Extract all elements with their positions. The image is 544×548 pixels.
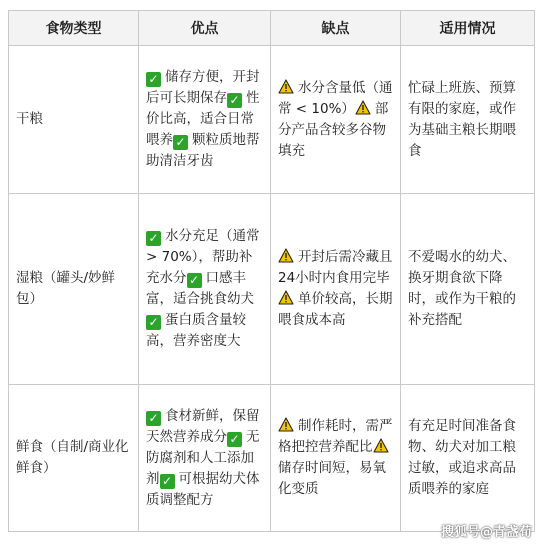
con-text: 储存时间短，易氧化变质: [278, 460, 386, 497]
pros-cell: [139, 385, 271, 532]
usage-cell: 忙碌上班族、预算有限的家庭，或作为基础主粮长期喂食: [401, 46, 535, 194]
warning-icon: [278, 417, 294, 432]
pro-text: 储存方便，开封后可长期保存: [146, 69, 260, 106]
table-row: [9, 385, 535, 532]
table-row: [9, 194, 535, 385]
table-row: [9, 46, 535, 194]
header-row: [9, 11, 535, 46]
check-icon: ✓: [187, 273, 202, 288]
check-icon: ✓: [160, 474, 175, 489]
header-pros: 优点: [139, 11, 271, 46]
check-icon: ✓: [227, 93, 242, 108]
check-icon: ✓: [227, 432, 242, 447]
con-text: 制作耗时，需严格把控营养配比: [278, 418, 393, 455]
pros-cell: [139, 194, 271, 385]
warning-icon: [278, 290, 294, 305]
pro-text: 水分充足（通常 > 70%），帮助补充水分: [146, 228, 260, 286]
header-usage: 适用情况: [401, 11, 535, 46]
pro-text: 性价比高，适合日常喂养: [146, 90, 260, 148]
usage-cell: 不爱喝水的幼犬、换牙期食欲下降时，或作为干粮的补充搭配: [401, 194, 535, 385]
pro-text: 可根据幼犬体质调整配方: [146, 470, 260, 508]
check-icon: ✓: [173, 135, 188, 150]
header-food-type: 食物类型: [9, 11, 139, 46]
pro-text: 颗粒质地帮助清洁牙齿: [146, 132, 260, 169]
food-type-cell: 干粮: [9, 46, 139, 194]
con-text: 开封后需冷藏且24小时内食用完毕: [278, 249, 393, 286]
food-type-cell: 鲜食（自制/商业化鲜食）: [9, 385, 139, 532]
warning-icon: [355, 100, 371, 115]
check-icon: ✓: [146, 231, 161, 246]
food-type-cell: 湿粮（罐头/妙鲜包）: [9, 194, 139, 385]
cons-cell: [271, 46, 401, 194]
pro-text: 蛋白质含量较高，营养密度大: [146, 312, 246, 349]
warning-icon: [373, 438, 389, 453]
con-text: 部分产品含较多谷物填充: [278, 100, 389, 159]
pro-text: 口感丰富，适合挑食幼犬: [146, 270, 254, 307]
pro-text: 无防腐剂和人工添加剂: [146, 428, 260, 487]
warning-icon: [278, 79, 294, 94]
cons-cell: [271, 385, 401, 532]
con-text: 单价较高，长期喂食成本高: [278, 291, 393, 328]
check-icon: ✓: [146, 411, 161, 426]
con-text: 水分含量低（通常 < 10%）: [278, 79, 393, 117]
comparison-table: [8, 10, 535, 532]
usage-cell: 有充足时间准备食物、幼犬对加工粮过敏，或追求高品质喂养的家庭: [401, 385, 535, 532]
pros-cell: [139, 46, 271, 194]
check-icon: ✓: [146, 315, 161, 330]
header-cons: 缺点: [271, 11, 401, 46]
cons-cell: [271, 194, 401, 385]
pro-text: 食材新鲜，保留天然营养成分: [146, 407, 260, 445]
warning-icon: [278, 248, 294, 263]
watermark: 搜狐号@青盏荀: [440, 525, 532, 540]
check-icon: ✓: [146, 72, 161, 87]
